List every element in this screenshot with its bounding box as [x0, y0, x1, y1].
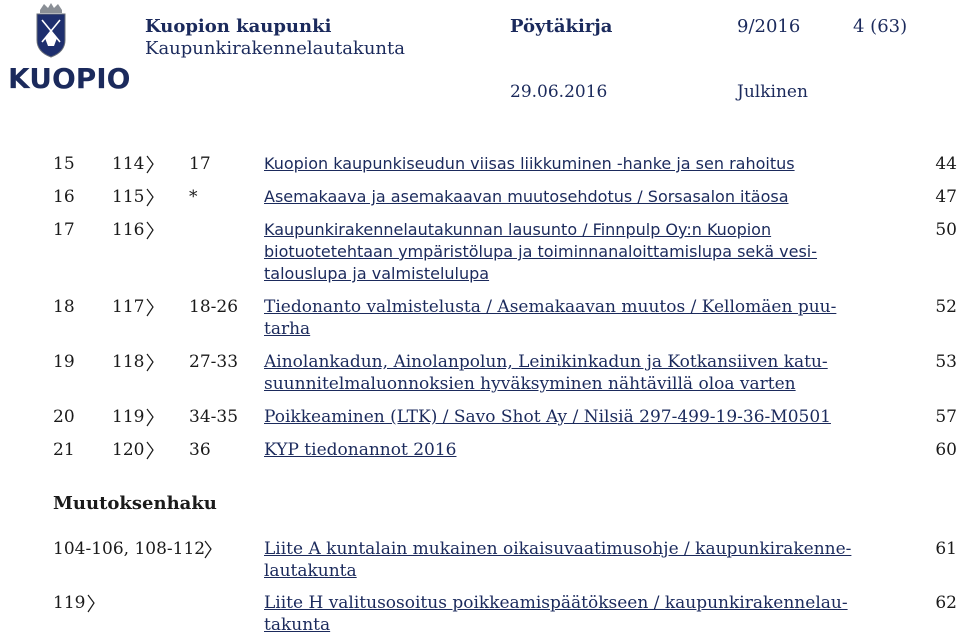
section-number: 115: [112, 187, 145, 207]
title-line: Poikkeaminen (LTK) / Savo Shot Ay / Nilsiä 297-499-19-36-M0501: [264, 407, 831, 427]
title-line: Kuopion kaupunkiseudun viisas liikkuminen -hanke ja sen rahoitus: [264, 154, 795, 173]
department-name: Kaupunkirakennelautakunta: [145, 38, 405, 59]
page-number: 44: [935, 154, 957, 174]
title-line: suunnitelmaluonnoksien hyväksyminen nähtävillä oloa varten: [264, 374, 796, 394]
row-number: 17: [53, 220, 75, 240]
title-line: biotuotetehtaan ympäristölupa ja toiminnanaloittamislupa sekä vesi-: [264, 242, 818, 261]
section-mark-icon: [145, 353, 156, 372]
section-title: Muutoksenhaku: [53, 493, 217, 514]
org-name: Kuopion kaupunki: [145, 16, 332, 37]
page-info: 4 (63): [853, 16, 908, 37]
document-number: 9/2016: [737, 16, 801, 37]
section-mark-icon: [86, 594, 97, 613]
agenda-item-link[interactable]: [264, 406, 854, 428]
title-line: Ainolankadun, Ainolanpolun, Leinikinkadun ja Kotkansiiven katu-: [264, 352, 828, 372]
title-line: takunta: [264, 615, 331, 635]
document-date: 29.06.2016: [510, 82, 608, 102]
section-number: 118: [112, 352, 145, 372]
row-number: 19: [53, 352, 75, 372]
attachment-ref: 36: [189, 440, 211, 460]
visibility-label: Julkinen: [737, 82, 808, 102]
row-number: 18: [53, 297, 75, 317]
title-line: talouslupa ja valmistelulupa: [264, 264, 490, 283]
page-number: 47: [935, 187, 957, 207]
appeal-attachment-link[interactable]: [264, 592, 854, 636]
section-mark-icon: [145, 298, 156, 317]
title-line: Liite H valitusosoitus poikkeamispäätökseen / kaupunkirakennelau-: [264, 593, 848, 613]
section-mark-icon: [145, 155, 156, 174]
agenda-item-link[interactable]: [264, 439, 854, 461]
page-number: 52: [935, 297, 957, 317]
agenda-item-link[interactable]: [264, 351, 854, 395]
attachment-ref: 27-33: [189, 352, 239, 372]
appeal-section-ref: 104-106, 108-112: [53, 539, 206, 559]
title-line: Tiedonanto valmistelusta / Asemakaavan muutos / Kellomäen puu-: [264, 297, 837, 317]
section-number: 119: [112, 407, 145, 427]
title-line: KYP tiedonannot 2016: [264, 440, 457, 460]
page-number: 61: [935, 539, 957, 559]
logo-text: KUOPIO: [8, 62, 131, 95]
title-line: tarha: [264, 319, 311, 339]
row-number: 20: [53, 407, 75, 427]
attachment-ref: 34-35: [189, 407, 239, 427]
title-line: Liite A kuntalain mukainen oikaisuvaatimusohje / kaupunkirakenne-: [264, 539, 852, 559]
section-number: 114: [112, 154, 145, 174]
attachment-ref: 18-26: [189, 297, 239, 317]
section-number: 117: [112, 297, 145, 317]
agenda-item-link[interactable]: [264, 186, 854, 208]
document-type: Pöytäkirja: [510, 16, 613, 37]
agenda-item-link[interactable]: [264, 153, 854, 175]
page-number: 50: [935, 220, 957, 240]
row-number: 16: [53, 187, 75, 207]
agenda-item-link[interactable]: [264, 296, 854, 340]
title-line: Asemakaava ja asemakaavan muutosehdotus / Sorsasalon itäosa: [264, 187, 789, 206]
section-number: 116: [112, 220, 145, 240]
page-number: 60: [935, 440, 957, 460]
section-mark-icon: [145, 441, 156, 460]
row-number: 15: [53, 154, 75, 174]
title-line: Kaupunkirakennelautakunnan lausunto / Finnpulp Oy:n Kuopion: [264, 220, 772, 239]
attachment-ref: *: [189, 187, 198, 207]
coat-of-arms-icon: [4, 2, 99, 62]
page-number: 62: [935, 593, 957, 613]
page-number: 57: [935, 407, 957, 427]
kuopio-logo: [4, 2, 131, 98]
appeal-section-ref: 119: [53, 593, 86, 613]
page-number: 53: [935, 352, 957, 372]
appeal-attachment-link[interactable]: [264, 538, 854, 582]
section-mark-icon: [145, 188, 156, 207]
section-mark-icon: [203, 540, 214, 559]
section-mark-icon: [145, 221, 156, 240]
section-number: 120: [112, 440, 145, 460]
row-number: 21: [53, 440, 75, 460]
attachment-ref: 17: [189, 154, 211, 174]
title-line: lautakunta: [264, 561, 357, 581]
agenda-item-link[interactable]: [264, 219, 854, 285]
section-mark-icon: [145, 408, 156, 427]
